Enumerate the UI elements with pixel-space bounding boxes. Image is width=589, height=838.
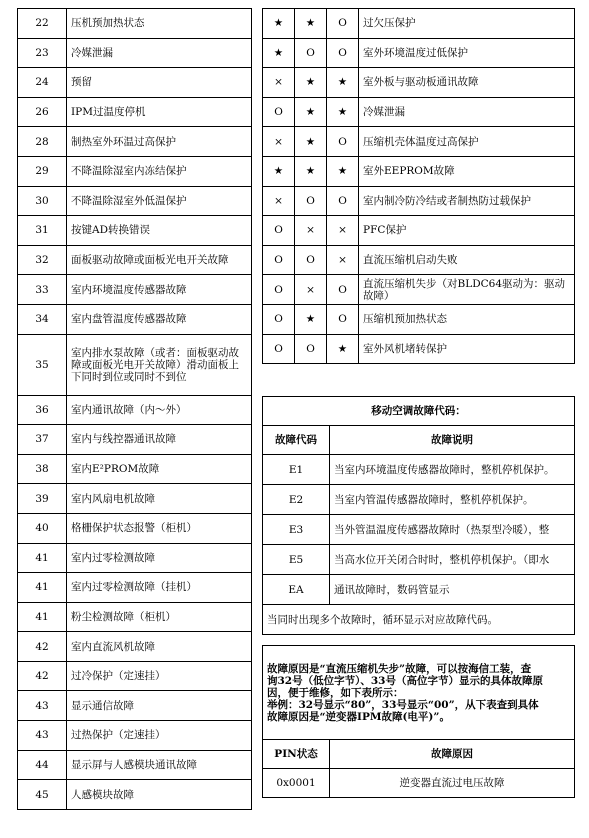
table-row [18, 245, 252, 275]
fault-number: 41 [18, 543, 67, 573]
fault-description: 直流压缩机失步（对BLDC64驱动为：驱动故障） [359, 275, 575, 305]
led-status-symbol: O [263, 275, 295, 305]
led-status-symbol: ★ [295, 156, 327, 186]
fault-description: 面板驱动故障或面板光电开关故障 [67, 245, 252, 275]
fault-description: 室内排水泵故障（或者：面板驱动故障或面板光电开关故障）滑动面板上下同时到位或同时不到位 [67, 334, 252, 395]
fault-desc: 通讯故障时，数码管显示 [330, 575, 575, 605]
table-row [18, 780, 252, 810]
table-row [18, 334, 252, 395]
led-status-symbol: × [295, 275, 327, 305]
table-row [18, 484, 252, 514]
table-row [18, 573, 252, 603]
fault-number: 33 [18, 275, 67, 305]
pin-note [263, 646, 575, 740]
led-status-symbol: ★ [295, 9, 327, 39]
table-row [18, 186, 252, 216]
mobile-table-footer: 当同时出现多个故障时，循环显示对应故障代码。 [263, 605, 575, 635]
fault-description: 室内过零检测故障（挂机） [67, 573, 252, 603]
col-header-reason: 故障原因 [330, 740, 575, 769]
fault-description: 室内环境温度传感器故障 [67, 275, 252, 305]
fault-description: 预留 [67, 68, 252, 98]
fault-description: 室内制冷防冷结或者制热防过载保护 [359, 186, 575, 216]
led-status-symbol: ★ [327, 156, 359, 186]
led-status-symbol: O [263, 304, 295, 334]
table-row [18, 68, 252, 98]
fault-description: IPM过温度停机 [67, 97, 252, 127]
table-row [18, 454, 252, 484]
fault-description: 人感模块故障 [67, 780, 252, 810]
table-row [263, 186, 575, 216]
led-status-symbol: O [327, 127, 359, 157]
pin-status-table [262, 645, 575, 798]
col-header-code: 故障代码 [263, 426, 330, 455]
led-status-symbol: O [263, 97, 295, 127]
table-row [18, 721, 252, 751]
led-status-symbol: ★ [327, 97, 359, 127]
led-status-symbol: O [295, 38, 327, 68]
fault-number: 41 [18, 602, 67, 632]
fault-number: 36 [18, 395, 67, 425]
fault-description: 室内通讯故障（内～外） [67, 395, 252, 425]
fault-desc: 当室内管温传感器故障时，整机停机保护。 [330, 485, 575, 515]
fault-number: 44 [18, 750, 67, 780]
fault-description: 制热室外环温过高保护 [67, 127, 252, 157]
fault-description: 压缩机预加热状态 [359, 304, 575, 334]
table-row [263, 304, 575, 334]
table-row [18, 127, 252, 157]
led-status-symbol: ★ [263, 38, 295, 68]
table-row [263, 9, 575, 39]
mobile-table-title: 移动空调故障代码： [263, 397, 575, 426]
fault-description: 冷媒泄漏 [67, 38, 252, 68]
fault-number: 42 [18, 661, 67, 691]
fault-number: 35 [18, 334, 67, 395]
fault-number: 45 [18, 780, 67, 810]
table-row [18, 632, 252, 662]
fault-number: 29 [18, 156, 67, 186]
fault-number: 38 [18, 454, 67, 484]
fault-description: 不降温除湿室内冻结保护 [67, 156, 252, 186]
fault-number: 43 [18, 721, 67, 751]
led-status-symbol: ★ [295, 97, 327, 127]
led-status-symbol: O [263, 334, 295, 364]
col-header-pin: PIN状态 [263, 740, 330, 769]
fault-description: 室外环境温度过低保护 [359, 38, 575, 68]
led-status-symbol: O [295, 245, 327, 275]
fault-description: 按键AD转换错误 [67, 216, 252, 246]
pin-note-line: 故障原因是“直流压缩机失步”故障，可以按海信工装，查 [267, 662, 532, 675]
fault-number: 31 [18, 216, 67, 246]
table-row [18, 38, 252, 68]
led-status-symbol: O [327, 304, 359, 334]
led-status-symbol: ★ [263, 9, 295, 39]
fault-description: 过热保护（定速挂） [67, 721, 252, 751]
fault-number: 22 [18, 9, 67, 39]
led-status-symbol: × [327, 245, 359, 275]
led-status-symbol: ★ [295, 304, 327, 334]
fault-number: 23 [18, 38, 67, 68]
table-row [18, 691, 252, 721]
fault-number: 26 [18, 97, 67, 127]
fault-description: 冷媒泄漏 [359, 97, 575, 127]
outdoor-fault-table [262, 8, 575, 364]
table-row [263, 334, 575, 364]
fault-code-table-left [17, 8, 252, 810]
table-row [263, 97, 575, 127]
fault-number: 28 [18, 127, 67, 157]
pin-note-line: 故障原因是“逆变器IPM故障(电平)”。 [267, 710, 450, 723]
fault-description: 室内与线控器通讯故障 [67, 425, 252, 455]
pin-note-line: 举例：32号显示“80”，33号显示“00”，从下表查到具体 [267, 698, 539, 711]
fault-description: 格栅保护状态报警（柜机） [67, 513, 252, 543]
table-row [18, 395, 252, 425]
fault-description: 过欠压保护 [359, 9, 575, 39]
fault-description: 压缩机壳体温度过高保护 [359, 127, 575, 157]
table-row [18, 216, 252, 246]
fault-number: 43 [18, 691, 67, 721]
fault-number: 42 [18, 632, 67, 662]
fault-code: E1 [263, 455, 330, 485]
table-row [18, 97, 252, 127]
table-row [263, 275, 575, 305]
fault-description: 室内E²PROM故障 [67, 454, 252, 484]
led-status-symbol: O [327, 186, 359, 216]
led-status-symbol: ★ [327, 334, 359, 364]
fault-description: 压机预加热状态 [67, 9, 252, 39]
fault-number: 37 [18, 425, 67, 455]
table-row [263, 127, 575, 157]
table-row [18, 425, 252, 455]
table-row [18, 9, 252, 39]
fault-number: 30 [18, 186, 67, 216]
fault-code: E5 [263, 545, 330, 575]
table-row [263, 68, 575, 98]
fault-desc: 当外管温温度传感器故障时（热泵型冷暖），整 [330, 515, 575, 545]
led-status-symbol: × [295, 216, 327, 246]
fault-description: PFC保护 [359, 216, 575, 246]
table-row [18, 304, 252, 334]
table-row [18, 661, 252, 691]
led-status-symbol: O [263, 245, 295, 275]
table-row [18, 543, 252, 573]
led-status-symbol: ★ [295, 68, 327, 98]
pin-value: 0x0001 [263, 769, 330, 798]
fault-description: 室内风扇电机故障 [67, 484, 252, 514]
table-row [18, 750, 252, 780]
fault-number: 40 [18, 513, 67, 543]
led-status-symbol: O [263, 216, 295, 246]
table-row [263, 156, 575, 186]
mobile-ac-fault-table [262, 396, 575, 635]
led-status-symbol: × [263, 68, 295, 98]
fault-description: 显示屏与人感模块通讯故障 [67, 750, 252, 780]
pin-note-line: 询32号（低位字节）、33号（高位字节）显示的具体故障原 [267, 674, 543, 687]
led-status-symbol: O [327, 9, 359, 39]
led-status-symbol: × [327, 216, 359, 246]
led-status-symbol: × [263, 186, 295, 216]
table-row [18, 275, 252, 305]
table-row [18, 513, 252, 543]
fault-description: 粉尘检测故障（柜机） [67, 602, 252, 632]
led-status-symbol: ★ [295, 127, 327, 157]
fault-number: 24 [18, 68, 67, 98]
table-row [18, 156, 252, 186]
pin-reason: 逆变器直流过电压故障 [330, 769, 575, 798]
table-row [18, 602, 252, 632]
fault-description: 室内盘管温度传感器故障 [67, 304, 252, 334]
led-status-symbol: ★ [263, 156, 295, 186]
fault-number: 39 [18, 484, 67, 514]
led-status-symbol: ★ [327, 68, 359, 98]
fault-number: 34 [18, 304, 67, 334]
fault-description: 室外板与驱动板通讯故障 [359, 68, 575, 98]
led-status-symbol: O [295, 334, 327, 364]
fault-description: 室内过零检测故障 [67, 543, 252, 573]
fault-code: E3 [263, 515, 330, 545]
fault-description: 室内直流风机故障 [67, 632, 252, 662]
fault-code: EA [263, 575, 330, 605]
led-status-symbol: O [327, 38, 359, 68]
fault-desc: 当室内环境温度传感器故障时，整机停机保护。 [330, 455, 575, 485]
fault-number: 32 [18, 245, 67, 275]
fault-description: 室外风机堵转保护 [359, 334, 575, 364]
fault-desc: 当高水位开关闭合时时，整机停机保护。（即水 [330, 545, 575, 575]
led-status-symbol: O [327, 275, 359, 305]
fault-description: 室外EEPROM故障 [359, 156, 575, 186]
led-status-symbol: × [263, 127, 295, 157]
table-row [263, 38, 575, 68]
fault-number: 41 [18, 573, 67, 603]
table-row [263, 245, 575, 275]
fault-description: 直流压缩机启动失败 [359, 245, 575, 275]
led-status-symbol: O [295, 186, 327, 216]
fault-code: E2 [263, 485, 330, 515]
fault-description: 不降温除湿室外低温保护 [67, 186, 252, 216]
col-header-desc: 故障说明 [330, 426, 575, 455]
fault-description: 过冷保护（定速挂） [67, 661, 252, 691]
table-row [263, 216, 575, 246]
pin-note-line: 因，便于维修，如下表所示： [267, 686, 404, 699]
fault-description: 显示通信故障 [67, 691, 252, 721]
